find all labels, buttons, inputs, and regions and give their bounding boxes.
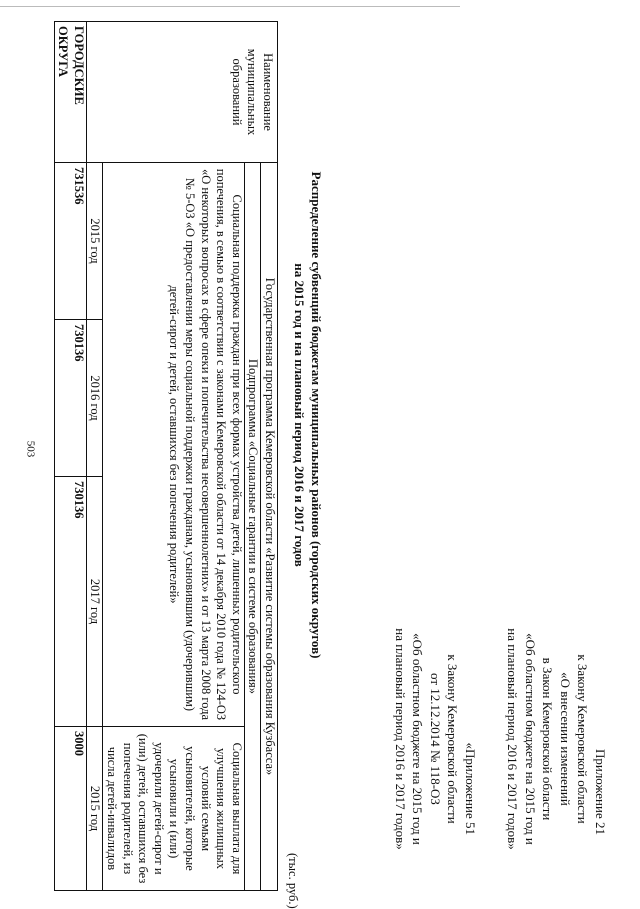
row-value: 731536: [54, 163, 86, 320]
document-subtitle: на 2015 год и на плановый период 2016 и 2017 годов: [292, 263, 307, 567]
row-label: ГОРОДСКИЕ ОКРУГА: [54, 22, 86, 163]
appendix-21-line: к Закону Кемеровской области: [575, 654, 591, 824]
appendix-21-block: [504, 589, 609, 889]
top-rule: [0, 6, 460, 7]
table-row: [54, 22, 86, 891]
appendix-51-block: [392, 589, 480, 889]
subprogram-header: Подпрограмма «Социальные гарантии в системе образования»: [244, 163, 261, 891]
units-label: (тыс. руб.): [286, 853, 300, 909]
row-value: 730136: [54, 477, 86, 727]
year-header: 2015 год: [86, 727, 103, 891]
appendix-51-line: на плановый период 2016 и 2017 годов»: [393, 628, 408, 850]
document-title: Распределение субвенций бюджетам муниципальных районов (городских округов): [309, 171, 324, 659]
appendix-21-line: в Закон Кемеровской области: [540, 657, 556, 821]
appendix-21-line: «Об областном бюджете на 2015 год и: [523, 633, 538, 845]
page-number: 503: [24, 440, 37, 458]
column-description: Социальная выплата для улучшения жилищных условий семьям усыновителей, которые усыновили и (или) удочерили детей-сирот и (или) детей, оставшихся без попечения родителей, из числа детей-инвалидов: [103, 727, 244, 891]
header-row-program: [261, 22, 278, 891]
subventions-table: [54, 21, 278, 891]
appendix-51-line: «Об областном бюджете на 2015 год и: [410, 633, 426, 845]
program-header: Государственная программа Кемеровской области «Развитие системы образования Кузбасса»: [261, 163, 278, 891]
row-value: 3000: [54, 727, 86, 891]
year-header: 2015 год: [86, 163, 103, 320]
column-description: Социальная поддержка граждан при всех формах устройства детей, лишенных родительского попечения, в семью в соответствии с законами Кемеровской области от 14 декабря 2010 года № 124-ОЗ «О некоторых вопросах в сфере опеки и попечительства несовершеннолетних» и от 13 марта 2008 года № 5-ОЗ «О предоставлении меры социальной поддержки гражданам, усыновившим (удочерившим) детей-сирот и детей, оставшихся без попечения родителей»: [103, 163, 244, 727]
row-value: 730136: [54, 320, 86, 477]
appendix-21-title: Приложение 21: [593, 748, 608, 835]
year-header: 2016 год: [86, 320, 103, 477]
municipality-header: Наименование муниципальных образований: [86, 22, 277, 163]
appendix-51-title: «Приложение 51: [463, 742, 478, 835]
appendix-51-line: от 12.12.2014 № 118-ОЗ: [428, 673, 443, 805]
rotated-page: [15, 15, 615, 909]
appendix-21-line: на плановый период 2016 и 2017 годов»: [505, 628, 521, 850]
appendix-21-line: «О внесении изменений: [558, 672, 573, 806]
appendix-51-line: к Закону Кемеровской области: [445, 654, 461, 824]
year-header: 2017 год: [86, 477, 103, 727]
